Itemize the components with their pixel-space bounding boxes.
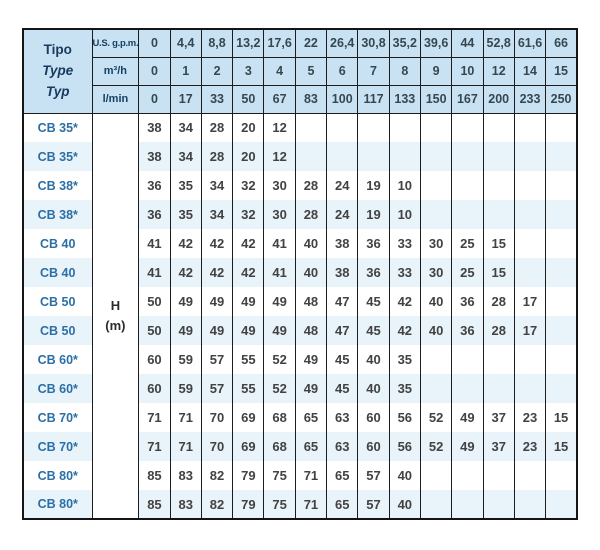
head-value-cell: 60 <box>139 345 170 374</box>
head-value-cell: 40 <box>420 316 451 345</box>
head-value-cell: 36 <box>358 229 389 258</box>
head-value-cell <box>420 200 451 229</box>
head-value-cell: 20 <box>233 142 264 171</box>
flow-value-cell: 8 <box>389 57 420 85</box>
head-value-cell: 30 <box>420 258 451 287</box>
head-value-cell <box>327 142 358 171</box>
head-value-cell: 69 <box>233 432 264 461</box>
head-value-cell: 68 <box>264 432 295 461</box>
head-value-cell: 30 <box>420 229 451 258</box>
head-value-cell: 45 <box>358 316 389 345</box>
head-value-cell: 57 <box>201 345 232 374</box>
head-value-cell: 55 <box>233 374 264 403</box>
head-value-cell: 49 <box>233 316 264 345</box>
model-cell: CB 38* <box>23 200 92 229</box>
flow-value-cell: 0 <box>139 85 170 113</box>
head-value-cell: 28 <box>295 171 326 200</box>
flow-value-cell: 13,2 <box>233 29 264 57</box>
head-value-cell: 79 <box>233 490 264 519</box>
head-value-cell <box>389 142 420 171</box>
head-value-cell: 49 <box>264 316 295 345</box>
head-value-cell: 40 <box>389 490 420 519</box>
head-value-cell: 57 <box>358 461 389 490</box>
table-body <box>23 29 577 519</box>
model-cell: CB 35* <box>23 113 92 142</box>
head-value-cell: 34 <box>201 200 232 229</box>
head-value-cell: 45 <box>327 345 358 374</box>
head-value-cell <box>546 461 577 490</box>
flow-value-cell: 1 <box>170 57 201 85</box>
head-value-cell: 12 <box>264 142 295 171</box>
pump-performance-table <box>22 28 578 520</box>
head-value-cell: 52 <box>264 345 295 374</box>
head-value-cell: 35 <box>170 171 201 200</box>
head-value-cell <box>420 490 451 519</box>
head-value-cell: 23 <box>514 432 545 461</box>
model-cell: CB 35* <box>23 142 92 171</box>
flow-value-cell: 39,6 <box>420 29 451 57</box>
head-value-cell: 42 <box>233 258 264 287</box>
head-value-cell: 30 <box>264 200 295 229</box>
flow-value-cell: 0 <box>139 29 170 57</box>
unit-label-cell: U.S. g.p.m. <box>92 29 139 57</box>
head-value-cell <box>546 374 577 403</box>
head-value-cell: 42 <box>389 287 420 316</box>
head-value-cell <box>452 374 483 403</box>
head-value-cell: 41 <box>264 229 295 258</box>
head-value-cell: 57 <box>358 490 389 519</box>
flow-value-cell: 5 <box>295 57 326 85</box>
head-value-cell: 45 <box>358 287 389 316</box>
head-value-cell <box>546 316 577 345</box>
flow-value-cell: 67 <box>264 85 295 113</box>
head-value-cell: 30 <box>264 171 295 200</box>
head-value-cell: 48 <box>295 287 326 316</box>
head-value-cell: 48 <box>295 316 326 345</box>
head-value-cell <box>514 374 545 403</box>
head-value-cell: 19 <box>358 200 389 229</box>
head-value-cell: 70 <box>201 432 232 461</box>
head-value-cell: 79 <box>233 461 264 490</box>
head-value-cell: 71 <box>170 432 201 461</box>
head-value-cell: 56 <box>389 432 420 461</box>
flow-value-cell: 150 <box>420 85 451 113</box>
head-value-cell <box>546 113 577 142</box>
corner-cell <box>23 29 92 113</box>
head-value-cell: 33 <box>389 258 420 287</box>
head-value-cell: 52 <box>420 432 451 461</box>
head-value-cell: 24 <box>327 200 358 229</box>
flow-value-cell: 4 <box>264 57 295 85</box>
unit-label-cell: l/min <box>92 85 139 113</box>
head-value-cell: 40 <box>358 345 389 374</box>
head-value-cell: 42 <box>201 229 232 258</box>
head-value-cell <box>420 345 451 374</box>
corner-line-tipo: Tipo <box>43 41 72 57</box>
head-value-cell: 70 <box>201 403 232 432</box>
model-cell: CB 80* <box>23 461 92 490</box>
flow-value-cell: 50 <box>233 85 264 113</box>
head-value-cell: 56 <box>389 403 420 432</box>
flow-value-cell: 33 <box>201 85 232 113</box>
head-value-cell: 59 <box>170 345 201 374</box>
flow-value-cell: 26,4 <box>327 29 358 57</box>
head-value-cell: 40 <box>389 461 420 490</box>
head-value-cell <box>483 142 514 171</box>
head-value-cell: 28 <box>483 287 514 316</box>
model-cell: CB 80* <box>23 490 92 519</box>
head-value-cell <box>546 200 577 229</box>
head-value-cell: 75 <box>264 461 295 490</box>
head-value-cell: 38 <box>327 258 358 287</box>
head-value-cell: 40 <box>295 258 326 287</box>
flow-value-cell: 52,8 <box>483 29 514 57</box>
corner-line-typ: Typ <box>46 83 70 99</box>
head-value-cell <box>514 258 545 287</box>
head-value-cell: 65 <box>295 432 326 461</box>
model-cell: CB 50 <box>23 287 92 316</box>
head-value-cell: 69 <box>233 403 264 432</box>
head-value-cell <box>452 461 483 490</box>
head-value-cell <box>327 113 358 142</box>
head-value-cell: 36 <box>452 287 483 316</box>
head-value-cell: 49 <box>264 287 295 316</box>
flow-value-cell: 4,4 <box>170 29 201 57</box>
head-value-cell: 49 <box>201 316 232 345</box>
head-value-cell: 40 <box>358 374 389 403</box>
head-value-cell: 36 <box>452 316 483 345</box>
head-value-cell <box>514 200 545 229</box>
head-value-cell <box>420 374 451 403</box>
head-value-cell: 20 <box>233 113 264 142</box>
head-value-cell: 83 <box>170 490 201 519</box>
head-value-cell: 71 <box>139 432 170 461</box>
flow-value-cell: 30,8 <box>358 29 389 57</box>
head-value-cell <box>452 345 483 374</box>
head-value-cell <box>358 113 389 142</box>
head-value-cell: 49 <box>170 287 201 316</box>
head-value-cell <box>420 113 451 142</box>
head-value-cell: 49 <box>295 374 326 403</box>
flow-value-cell: 66 <box>546 29 577 57</box>
head-value-cell: 40 <box>295 229 326 258</box>
flow-value-cell: 22 <box>295 29 326 57</box>
head-value-cell: 15 <box>546 432 577 461</box>
head-value-cell: 37 <box>483 403 514 432</box>
head-value-cell: 82 <box>201 461 232 490</box>
head-value-cell: 65 <box>327 461 358 490</box>
flow-value-cell: 3 <box>233 57 264 85</box>
head-value-cell: 28 <box>295 200 326 229</box>
head-value-cell <box>483 374 514 403</box>
head-value-cell: 49 <box>233 287 264 316</box>
head-value-cell: 59 <box>170 374 201 403</box>
head-value-cell: 37 <box>483 432 514 461</box>
head-value-cell: 19 <box>358 171 389 200</box>
header-row <box>23 57 577 85</box>
flow-value-cell: 83 <box>295 85 326 113</box>
head-value-cell <box>546 490 577 519</box>
head-value-cell: 33 <box>389 229 420 258</box>
flow-value-cell: 7 <box>358 57 389 85</box>
head-value-cell: 71 <box>295 461 326 490</box>
head-value-cell: 35 <box>389 345 420 374</box>
header-row <box>23 85 577 113</box>
head-value-cell: 71 <box>295 490 326 519</box>
head-value-cell <box>546 229 577 258</box>
head-value-cell: 47 <box>327 287 358 316</box>
head-value-cell <box>420 461 451 490</box>
head-value-cell <box>483 490 514 519</box>
head-value-cell: 50 <box>139 316 170 345</box>
head-value-cell <box>483 171 514 200</box>
head-value-cell <box>389 113 420 142</box>
head-value-cell: 45 <box>327 374 358 403</box>
head-value-cell <box>546 142 577 171</box>
flow-value-cell: 100 <box>327 85 358 113</box>
head-value-cell: 49 <box>295 345 326 374</box>
model-cell: CB 40 <box>23 229 92 258</box>
head-value-cell: 38 <box>327 229 358 258</box>
head-value-cell: 49 <box>452 432 483 461</box>
head-value-cell: 36 <box>358 258 389 287</box>
head-value-cell <box>514 490 545 519</box>
head-value-cell <box>546 287 577 316</box>
head-value-cell <box>514 345 545 374</box>
head-value-cell <box>483 113 514 142</box>
flow-value-cell: 9 <box>420 57 451 85</box>
head-value-cell <box>452 113 483 142</box>
head-value-cell: 36 <box>139 200 170 229</box>
head-value-cell: 63 <box>327 403 358 432</box>
head-value-cell: 60 <box>358 432 389 461</box>
flow-value-cell: 8,8 <box>201 29 232 57</box>
head-value-cell: 82 <box>201 490 232 519</box>
flow-value-cell: 61,6 <box>514 29 545 57</box>
head-value-cell <box>483 200 514 229</box>
head-value-cell: 41 <box>139 229 170 258</box>
head-value-cell <box>514 229 545 258</box>
unit-label-cell: m³/h <box>92 57 139 85</box>
flow-value-cell: 10 <box>452 57 483 85</box>
head-value-cell <box>295 113 326 142</box>
head-value-cell: 10 <box>389 171 420 200</box>
head-value-cell: 38 <box>139 113 170 142</box>
header-row <box>23 29 577 57</box>
head-value-cell: 49 <box>201 287 232 316</box>
flow-value-cell: 0 <box>139 57 170 85</box>
head-value-cell <box>452 142 483 171</box>
head-value-cell: 15 <box>546 403 577 432</box>
head-value-cell: 28 <box>201 142 232 171</box>
head-value-cell <box>358 142 389 171</box>
head-value-cell: 47 <box>327 316 358 345</box>
flow-value-cell: 44 <box>452 29 483 57</box>
head-value-cell <box>546 171 577 200</box>
head-value-cell: 34 <box>170 113 201 142</box>
head-value-cell: 28 <box>483 316 514 345</box>
head-value-cell <box>295 142 326 171</box>
head-value-cell: 60 <box>139 374 170 403</box>
head-value-cell <box>420 142 451 171</box>
head-value-cell: 41 <box>139 258 170 287</box>
table-row <box>23 113 577 142</box>
head-value-cell: 15 <box>483 229 514 258</box>
model-cell: CB 60* <box>23 345 92 374</box>
head-value-cell: 32 <box>233 200 264 229</box>
flow-value-cell: 2 <box>201 57 232 85</box>
head-value-cell: 35 <box>170 200 201 229</box>
head-value-cell: 40 <box>420 287 451 316</box>
head-value-cell <box>514 461 545 490</box>
head-value-cell: 42 <box>170 258 201 287</box>
head-value-cell: 63 <box>327 432 358 461</box>
head-value-cell: 25 <box>452 229 483 258</box>
head-value-cell <box>483 345 514 374</box>
head-value-cell <box>452 171 483 200</box>
head-value-cell: 25 <box>452 258 483 287</box>
flow-value-cell: 6 <box>327 57 358 85</box>
head-value-cell: 65 <box>295 403 326 432</box>
head-value-cell <box>514 113 545 142</box>
head-value-cell: 85 <box>139 461 170 490</box>
head-value-cell: 42 <box>170 229 201 258</box>
head-value-cell <box>452 200 483 229</box>
model-cell: CB 40 <box>23 258 92 287</box>
flow-value-cell: 167 <box>452 85 483 113</box>
head-value-cell: 85 <box>139 490 170 519</box>
flow-value-cell: 12 <box>483 57 514 85</box>
head-value-cell: 17 <box>514 287 545 316</box>
head-value-cell: 32 <box>233 171 264 200</box>
flow-value-cell: 17 <box>170 85 201 113</box>
head-value-cell <box>420 171 451 200</box>
head-value-cell <box>452 490 483 519</box>
head-value-cell: 10 <box>389 200 420 229</box>
head-value-cell: 83 <box>170 461 201 490</box>
head-value-cell: 75 <box>264 490 295 519</box>
head-value-cell: 52 <box>420 403 451 432</box>
flow-value-cell: 233 <box>514 85 545 113</box>
head-value-cell <box>514 171 545 200</box>
flow-value-cell: 133 <box>389 85 420 113</box>
head-value-cell: 34 <box>170 142 201 171</box>
head-value-cell: 35 <box>389 374 420 403</box>
head-value-cell: 49 <box>452 403 483 432</box>
h-unit-cell <box>92 113 139 519</box>
head-value-cell: 17 <box>514 316 545 345</box>
head-value-cell <box>514 142 545 171</box>
flow-value-cell: 15 <box>546 57 577 85</box>
model-cell: CB 60* <box>23 374 92 403</box>
model-cell: CB 50 <box>23 316 92 345</box>
flow-value-cell: 14 <box>514 57 545 85</box>
head-value-cell: 60 <box>358 403 389 432</box>
h-label-line1: H <box>110 298 121 314</box>
flow-value-cell: 35,2 <box>389 29 420 57</box>
head-value-cell: 41 <box>264 258 295 287</box>
head-value-cell: 57 <box>201 374 232 403</box>
head-value-cell <box>546 345 577 374</box>
head-value-cell: 42 <box>233 229 264 258</box>
model-cell: CB 38* <box>23 171 92 200</box>
head-value-cell: 24 <box>327 171 358 200</box>
head-value-cell: 68 <box>264 403 295 432</box>
head-value-cell: 42 <box>201 258 232 287</box>
head-value-cell: 23 <box>514 403 545 432</box>
head-value-cell: 36 <box>139 171 170 200</box>
flow-value-cell: 117 <box>358 85 389 113</box>
model-cell: CB 70* <box>23 403 92 432</box>
head-value-cell: 71 <box>170 403 201 432</box>
head-value-cell: 28 <box>201 113 232 142</box>
head-value-cell <box>483 461 514 490</box>
flow-value-cell: 250 <box>546 85 577 113</box>
head-value-cell: 34 <box>201 171 232 200</box>
head-value-cell: 55 <box>233 345 264 374</box>
head-value-cell: 50 <box>139 287 170 316</box>
corner-line-type: Type <box>42 62 74 78</box>
model-cell: CB 70* <box>23 432 92 461</box>
flow-value-cell: 200 <box>483 85 514 113</box>
head-value-cell: 65 <box>327 490 358 519</box>
head-value-cell: 49 <box>170 316 201 345</box>
head-value-cell: 71 <box>139 403 170 432</box>
head-value-cell <box>546 258 577 287</box>
head-value-cell: 38 <box>139 142 170 171</box>
head-value-cell: 15 <box>483 258 514 287</box>
head-value-cell: 52 <box>264 374 295 403</box>
head-value-cell: 42 <box>389 316 420 345</box>
flow-value-cell: 17,6 <box>264 29 295 57</box>
h-label-line2: (m) <box>105 317 126 333</box>
head-value-cell: 12 <box>264 113 295 142</box>
